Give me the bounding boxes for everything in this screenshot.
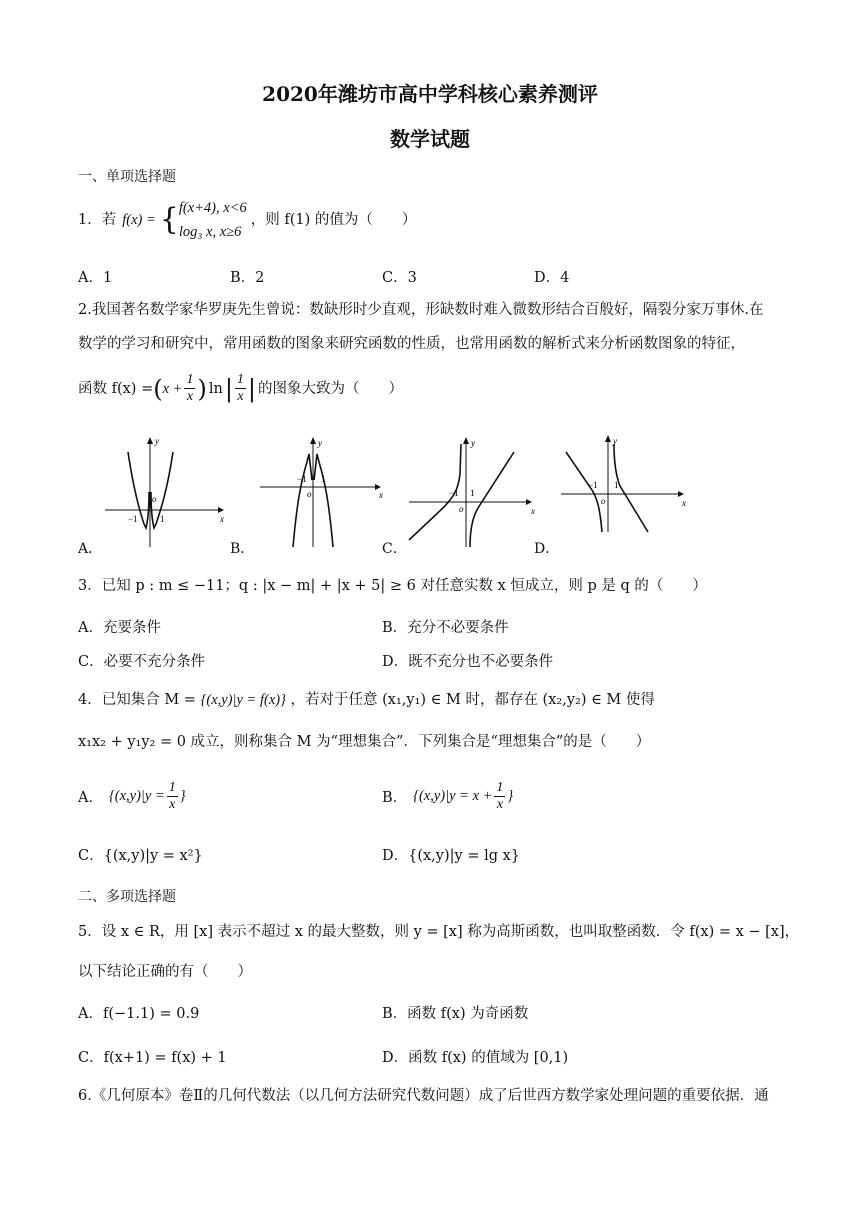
q1-option-d[interactable]: D．4 [534,270,570,286]
q5-line-2: 以下结论正确的有（ ） [78,964,252,980]
page-subtitle: 数学试题 [390,127,470,151]
graph-a-y-label: y [155,436,159,446]
graph-a-origin: o [152,494,157,504]
q2-option-c[interactable] [382,432,544,557]
q2-function-tail: 的图象大致为（ ） [258,380,404,397]
q2-function-prefix: 函数 f(x) = [78,380,154,397]
q2-option-a-label: A． [78,541,103,557]
q1-number: 1．若 [78,212,117,228]
graph-a-tick-p1: 1 [160,514,165,524]
graph-c-tick-m1: −1 [449,488,459,498]
section-multi-choice: 二、多项选择题 [78,889,176,905]
q4-line-1 [78,690,655,710]
q5-option-c[interactable]: C．f(x+1) = f(x) + 1 [78,1050,227,1066]
q4-line-1c: ，若对于任意 (x₁,y₁) ∈ M 时，都存在 (x₂,y₂) ∈ M 使得 [290,692,655,708]
graph-d-origin: o [601,496,606,506]
q1-option-c[interactable]: C．3 [382,270,417,286]
q6-line-1: 6.《几何原本》卷Ⅱ的几何代数法（以几何方法研究代数问题）成了后世西方数学家处理问题的重要依据．通 [78,1088,769,1104]
q2-option-a[interactable] [78,432,230,557]
q5-option-b[interactable]: B．函数 f(x) 为奇函数 [382,1006,529,1022]
q4-option-c[interactable]: C．{(x,y)|y = x²} [78,848,203,864]
q1-case-1: f(x+4), x<6 [178,200,247,216]
graph-c-origin: o [459,504,464,514]
graph-a-tick-m1: −1 [128,514,138,524]
q2-option-b-label: B． [230,541,255,557]
graph-b-tick-m1: −1 [297,474,307,484]
q3-option-d[interactable]: D．既不充分也不必要条件 [382,654,554,670]
graph-d-x-label: x [682,498,686,508]
graph-d-tick-m1: −1 [588,480,598,490]
question-3: 3．已知 p : m ≤ −11；q : |x − m| + |x + 5| ≥ 6 对任意实数 x 恒成立，则 p 是 q 的（ ） [78,578,707,594]
q4-option-a-expr: {(x,y)|y = [108,788,165,804]
q4-option-b[interactable] [382,780,513,813]
graph-c-y-label: y [471,438,475,448]
q3-option-a[interactable]: A．充要条件 [78,620,161,636]
q1-option-a[interactable]: A．1 [78,270,113,286]
graph-b-origin: o [307,489,312,499]
q4-line-1a: 4．已知集合 M = [78,692,196,708]
graph-b-x-label: x [379,490,383,500]
q3-option-b[interactable]: B．充分不必要条件 [382,620,509,636]
q4-set-m: {(x,y)|y = f(x)} [200,692,286,708]
graph-b-y-label: y [318,438,322,448]
q4-option-b-frac-num: 1 [496,780,504,795]
q5-line-1: 5．设 x ∈ R，用 [x] 表示不超过 x 的最大整数，则 y = [x] 称为高斯函数，也叫取整函数．令 f(x) = x − [x]， [78,924,800,940]
graph-c-x-label: x [531,506,535,516]
q4-line-2: x₁x₂ + y₁y₂ = 0 成立，则称集合 M 为“理想集合”．下列集合是“理想集合”的是（ ） [78,734,651,750]
q2-option-d[interactable] [534,432,696,557]
q1-case-2: log₃ x, x≥6 [178,224,242,240]
q4-option-a-frac-den: x [169,797,176,812]
q5-option-d[interactable]: D．函数 f(x) 的值域为 [0,1) [382,1050,569,1066]
graph-a-x-label: x [220,514,224,524]
graph-b [255,432,390,552]
question-1: 1．若 f(x) = { f(x+4), x<6 log₃ x, x≥6 ，则 f(1) 的值为（ ） [78,196,416,244]
q3-option-c[interactable]: C．必要不充分条件 [78,654,206,670]
q4-option-b-expr: {(x,y)|y = x + [413,788,493,804]
q2-function: 函数 f(x) = ( x + $\frac{1}{x}$ ) ln | $\frac{1}{x}$ | 的图象大致为（ ） [78,372,404,404]
q2-option-d-label: D． [534,541,560,557]
q2-line-2: 数学的学习和研究中，常用函数的图象来研究函数的性质，也常用函数的解析式来分析函数图象的特征， [78,336,745,352]
q1-tail: ，则 f(1) 的值为（ ） [250,212,417,228]
q2-option-c-label: C． [382,541,407,557]
q4-option-b-brace: } [507,788,514,804]
graph-a [100,432,230,552]
q4-option-b-frac-den: x [496,797,504,812]
graph-d [556,432,696,552]
q4-option-a-frac-num: 1 [168,780,176,795]
q5-option-a[interactable]: A．f(−1.1) = 0.9 [78,1006,200,1022]
q4-option-a[interactable] [78,780,186,813]
graph-c-tick-p1: 1 [470,488,475,498]
q1-option-b[interactable]: B．2 [230,270,265,286]
graph-b-tick-p1: 1 [321,474,326,484]
graph-c [404,432,544,552]
graph-d-tick-p1: 1 [614,480,619,490]
q4-option-d[interactable]: D．{(x,y)|y = lg x} [382,848,521,864]
q4-option-b-label: B． [382,790,408,806]
page-title: 2020年潍坊市高中学科核心素养测评 [262,82,598,106]
q2-line-1: 2.我国著名数学家华罗庚先生曾说：数缺形时少直观，形缺数时难入微数形结合百般好，隔裂分家万事休.在 [78,302,764,318]
section-single-choice: 一、单项选择题 [78,169,176,185]
graph-d-y-label: y [613,436,617,446]
q2-option-b[interactable] [230,432,390,557]
q4-option-a-brace: } [179,788,186,804]
q4-option-a-label: A． [78,790,103,806]
